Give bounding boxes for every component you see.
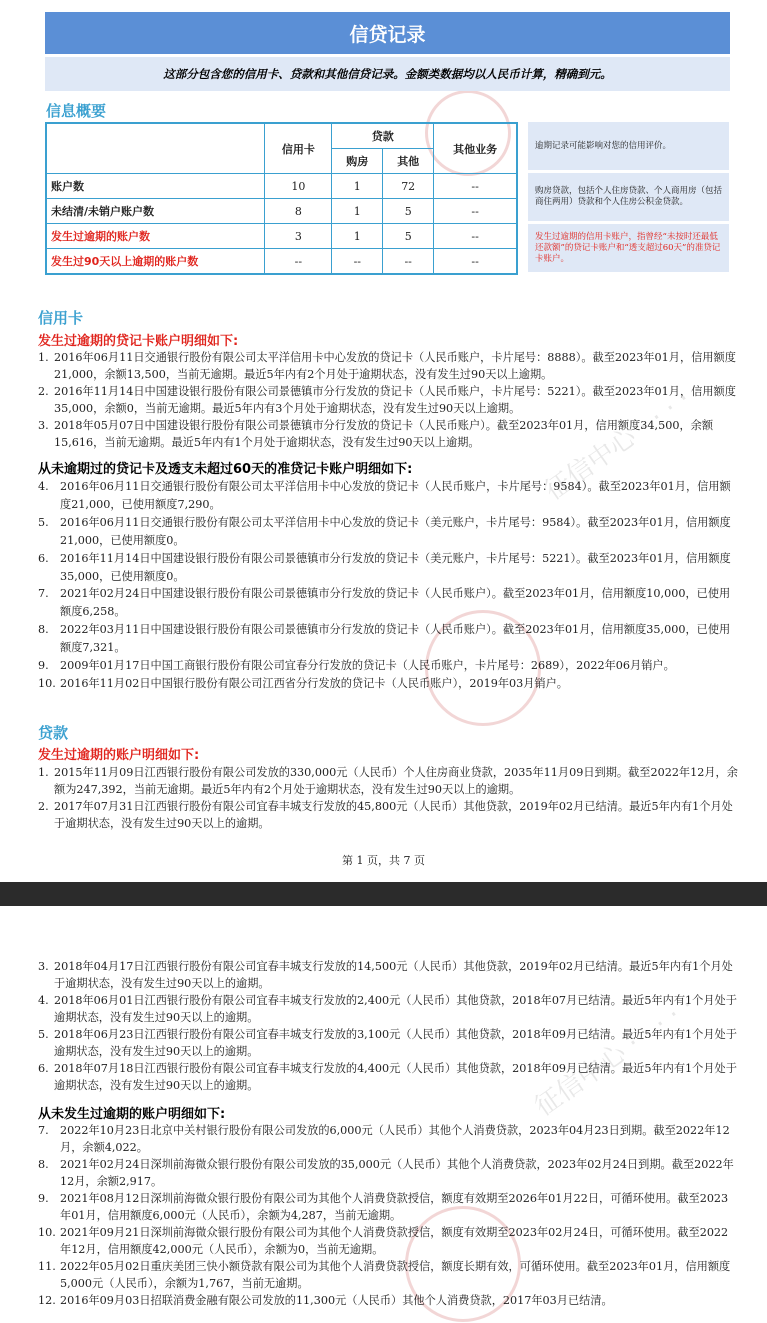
list-item: 1. 2016年06月11日交通银行股份有限公司太平洋信用卡中心发放的贷记卡（人民币账户，卡片尾号：8888）。截至2023年01月，信用额度21,000，余额13,500，当前无逾期。最近5年内有2个月处于逾期状态，没有发生过90天以上逾期。 [38, 351, 736, 381]
credit-card-heading: 信用卡 [38, 309, 84, 327]
list-item: 10. 2021年09月21日深圳前海微众银行股份有限公司为其他个人消费贷款授信，额度有效期至2023年02月24日，可循环使用。截至2022年12月，信用额度42,000元（人民币），余额为0，当前无逾期。 [38, 1226, 729, 1256]
cell: 3 [265, 224, 332, 249]
row-label: 发生过逾期的账户数 [46, 224, 265, 249]
section-subtitle: 这部分包含您的信用卡、贷款和其他信贷记录。金额类数据均以人民币计算，精确到元。 [45, 57, 730, 91]
page-separator [0, 882, 767, 906]
list-item: 1. 2015年11月09日江西银行股份有限公司发放的330,000元（人民币）个人住房商业贷款，2035年11月09日到期。截至2022年12月，余额为247,392，当前无逾期。最近5年内有2个月处于逾期状态，没有发生过90天以上的逾期。 [38, 766, 738, 796]
row-label: 发生过90天以上逾期的账户数 [46, 249, 265, 275]
loan-overdue-list [38, 764, 738, 832]
table-corner [46, 123, 265, 174]
loan-normal-heading: 从未发生过逾期的账户明细如下: [38, 1107, 226, 1122]
cell: -- [383, 249, 434, 275]
cc-overdue-heading: 发生过逾期的贷记卡账户明细如下: [38, 334, 239, 349]
list-item: 11. 2022年05月02日重庆美团三快小额贷款有限公司为其他个人消费贷款授信，额度长期有效，可循环使用。截至2023年01月，信用额度5,000元（人民币），余额为1,767，当前无逾期。 [38, 1260, 731, 1290]
row-label: 未结清/未销户账户数 [46, 199, 265, 224]
table-row [46, 199, 517, 224]
page-number: 第 1 页，共 7 页 [342, 854, 425, 867]
section-title: 信贷记录 [45, 12, 730, 54]
cell: -- [434, 249, 517, 275]
cell: 1 [332, 174, 383, 199]
watermark-text: 征信中心 · · · · · [529, 990, 700, 1123]
list-item: 7. 2022年10月23日北京中关村银行股份有限公司发放的6,000元（人民币）其他个人消费贷款，2023年04月23日到期。截至2022年12月，余额4,022。 [38, 1124, 730, 1154]
col-housing: 购房 [332, 149, 383, 174]
cell: -- [332, 249, 383, 275]
cell: -- [434, 224, 517, 249]
table-row [46, 249, 517, 275]
col-credit-card: 信用卡 [265, 123, 332, 174]
list-item: 2. 2017年07月31日江西银行股份有限公司宜春丰城支行发放的45,800元（人民币）其他贷款，2019年02月已结清。最近5年内有1个月处于逾期状态，没有发生过90天以上的逾期。 [38, 800, 733, 830]
cc-overdue-list [38, 349, 738, 451]
list-item: 6. 2016年11月14日中国建设银行股份有限公司景德镇市分行发放的贷记卡（美元账户，卡片尾号：5221）。截至2023年01月，信用额度35,000，已使用额度0。 [38, 551, 731, 583]
col-other: 其他 [383, 149, 434, 174]
cell: 1 [332, 224, 383, 249]
list-item: 9. 2009年01月17日中国工商银行股份有限公司宜春分行发放的贷记卡（人民币账户，卡片尾号：2689），2022年06月销户。 [38, 659, 675, 673]
cc-normal-heading: 从未逾期过的贷记卡及透支未超过60天的准贷记卡账户明细如下: [38, 462, 413, 477]
overview-note: 购房贷款，包括个人住房贷款、个人商用房（包括商住两用）贷款和个人住房公积金贷款。 [528, 173, 729, 221]
row-label: 账户数 [46, 174, 265, 199]
loan-overdue-heading: 发生过逾期的账户明细如下: [38, 748, 200, 763]
list-item: 3. 2018年04月17日江西银行股份有限公司宜春丰城支行发放的14,500元（人民币）其他贷款，2019年02月已结清。最近5年内有1个月处于逾期状态，没有发生过90天以上的逾期。 [38, 960, 733, 990]
list-item: 2. 2016年11月14日中国建设银行股份有限公司景德镇市分行发放的贷记卡（人民币账户，卡片尾号：5221）。截至2023年01月，信用额度35,000，余额0，当前无逾期。最近5年内有3个月处于逾期状态，没有发生过90天以上逾期。 [38, 385, 736, 415]
cell: -- [434, 174, 517, 199]
overview-note: 发生过逾期的信用卡账户，指曾经“未按时还最低还款额”的贷记卡账户和“透支超过60天”的准贷记卡账户。 [528, 224, 729, 272]
cell: 1 [332, 199, 383, 224]
list-item: 10. 2016年11月02日中国银行股份有限公司江西省分行发放的贷记卡（人民币账户），2019年03月销户。 [38, 676, 568, 690]
list-item: 5. 2018年06月23日江西银行股份有限公司宜春丰城支行发放的3,100元（人民币）其他贷款，2018年09月已结清。最近5年内有1个月处于逾期状态，没有发生过90天以上的逾期。 [38, 1028, 737, 1058]
list-item: 8. 2021年02月24日深圳前海微众银行股份有限公司发放的35,000元（人民币）其他个人消费贷款，2023年02月24日到期。截至2022年12月，余额2,917。 [38, 1158, 734, 1188]
table-row [46, 174, 517, 199]
report-page-2 [0, 906, 767, 1323]
list-item: 5. 2016年06月11日交通银行股份有限公司太平洋信用卡中心发放的贷记卡（美元账户，卡片尾号：9584）。截至2023年01月，信用额度21,000，已使用额度0。 [38, 515, 731, 547]
list-item: 4. 2018年06月01日江西银行股份有限公司宜春丰城支行发放的2,400元（人民币）其他贷款，2018年07月已结清。最近5年内有1个月处于逾期状态，没有发生过90天以上的逾期。 [38, 994, 737, 1024]
cell: 5 [383, 199, 434, 224]
list-item: 9. 2021年08月12日深圳前海微众银行股份有限公司为其他个人消费贷款授信，额度有效期至2026年01月22日，可循环使用。截至2023年01月，信用额度6,000元（人民币），余额为4,287，当前无逾期。 [38, 1192, 729, 1222]
table-row [46, 224, 517, 249]
overview-table [45, 122, 518, 275]
loan-normal-list [38, 1122, 738, 1309]
list-item: 12. 2016年09月03日招联消费金融有限公司发放的11,300元（人民币）其他个人消费贷款，2017年03月已结清。 [38, 1294, 613, 1307]
cell: 10 [265, 174, 332, 199]
list-item: 6. 2018年07月18日江西银行股份有限公司宜春丰城支行发放的4,400元（人民币）其他贷款，2018年09月已结清。最近5年内有1个月处于逾期状态，没有发生过90天以上的逾期。 [38, 1062, 737, 1092]
overview-note: 逾期记录可能影响对您的信用评价。 [528, 122, 729, 170]
list-item: 4. 2016年06月11日交通银行股份有限公司太平洋信用卡中心发放的贷记卡（人民币账户，卡片尾号：9584）。截至2023年01月，信用额度21,000，已使用额度7,290。 [38, 480, 731, 511]
loan-overdue-list-continued [38, 958, 738, 1094]
list-item: 8. 2022年03月11日中国建设银行股份有限公司景德镇市分行发放的贷记卡（人民币账户）。截至2023年01月，信用额度35,000，已使用额度7,321。 [38, 623, 731, 655]
cell: -- [434, 199, 517, 224]
loan-heading: 贷款 [38, 724, 69, 742]
overview-heading: 信息概要 [46, 102, 107, 120]
cell: 72 [383, 174, 434, 199]
cell: 5 [383, 224, 434, 249]
cell: -- [265, 249, 332, 275]
list-item: 7. 2021年02月24日中国建设银行股份有限公司景德镇市分行发放的贷记卡（人民币账户）。截至2023年01月，信用额度10,000，已使用额度6,258。 [38, 587, 731, 619]
cell: 8 [265, 199, 332, 224]
list-item: 3. 2018年05月07日中国建设银行股份有限公司景德镇市分行发放的贷记卡（人民币账户）。截至2023年01月，信用额度34,500，余额15,616，当前无逾期。最近5年内有1个月处于逾期状态，没有发生过90天以上逾期。 [38, 419, 714, 449]
watermark-text: 征信中心 · · · · · [539, 374, 710, 507]
col-loan: 贷款 [332, 123, 434, 149]
col-other-business: 其他业务 [434, 123, 517, 174]
cc-normal-list [38, 478, 738, 693]
